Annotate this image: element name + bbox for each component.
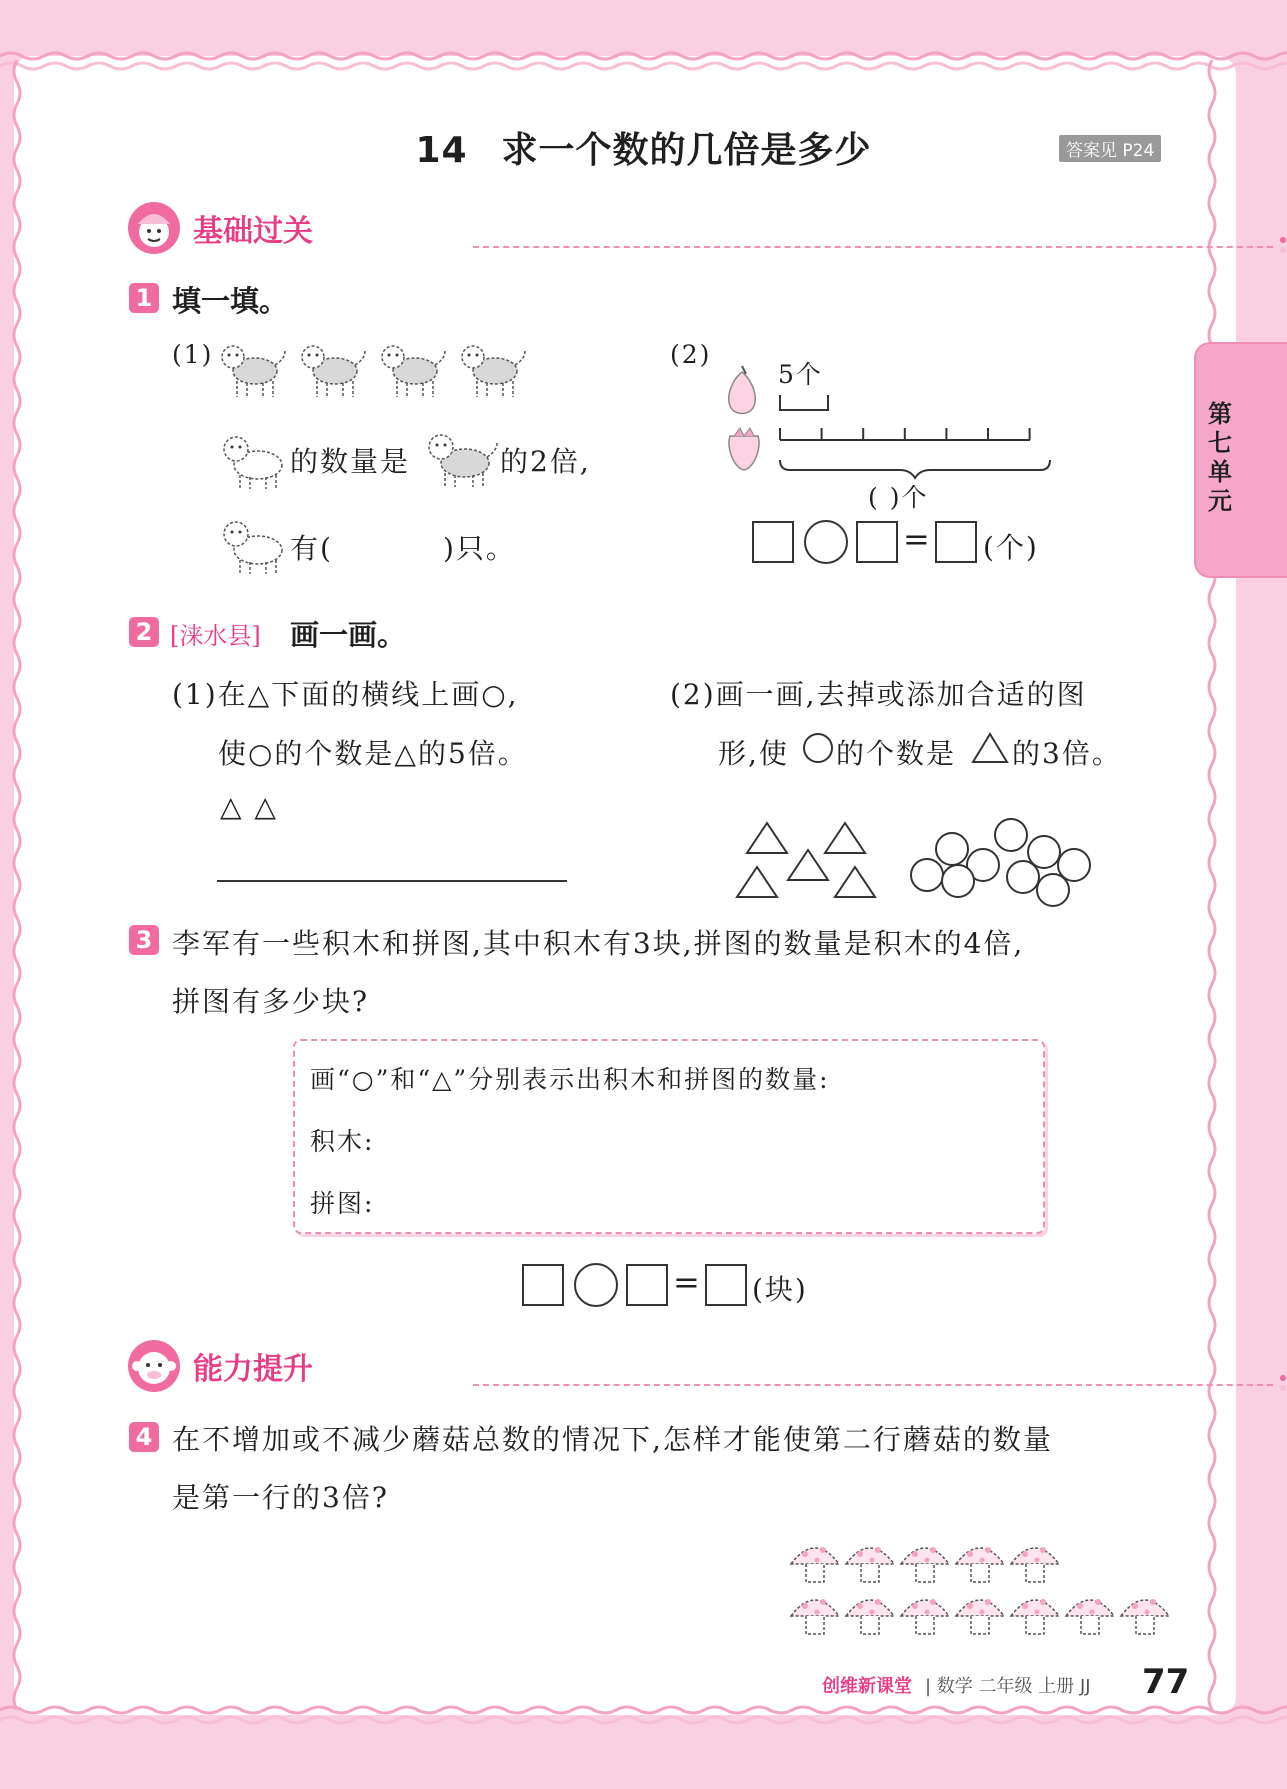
husky-dog-3 [382,346,445,397]
long-bar-segments [780,428,1030,440]
q3-box-line1: 画“○”和“△”分别表示出积木和拼图的数量: [310,1065,830,1094]
mushroom-4 [956,1547,1004,1582]
q3-box-line3: 拼图: [310,1189,375,1218]
q1-part1-text-d: )只。 [443,532,516,565]
question-number-1: 1 [129,283,159,313]
section-header-advanced [128,1338,1168,1394]
operator-circle-1[interactable] [804,520,848,564]
question-1-title: 填一填。 [172,284,289,318]
drawing-answer-line[interactable] [217,880,567,882]
q3-line1: 李军有一些积木和拼图,其中积木有3块,拼图的数量是积木的4倍, [172,927,1025,960]
right-wave-border [1197,60,1227,1710]
q2-part1-line2: 使○的个数是△的5倍。 [218,737,528,770]
mushroom-3 [901,1547,949,1582]
answer-reference-tag: 答案见 P24 [1059,135,1161,162]
section-header-basic [128,200,1168,256]
question-number-4: 4 [129,1422,159,1452]
q1-part1-text-b: 的2倍, [500,445,591,478]
husky-dog-1 [222,346,285,397]
q1-part2-unit: (个) [983,531,1039,564]
question-number-3: 3 [129,925,159,955]
q1-part2-top-label: 5个 [778,360,823,389]
husky-dog-4 [462,346,525,397]
unit-side-tab-label: 第七单元 [1208,400,1232,515]
mushroom-11 [1066,1599,1114,1634]
answer-box-2[interactable] [856,521,898,563]
q2-part2-line1: (2)画一画,去掉或添加合适的图 [670,678,1087,711]
white-dog-icon [218,425,288,491]
left-wave-border [2,60,32,1710]
white-dog-icon-2 [218,510,288,576]
answer-box-6[interactable] [705,1264,747,1306]
mushroom-7 [846,1599,894,1634]
question-2-title: 画一画。 [290,618,407,652]
pear-icon [722,362,762,418]
mushroom-12 [1121,1599,1169,1634]
footer-brand: 创维新课堂 [822,1676,912,1697]
mushroom-5 [1011,1547,1059,1582]
q2-part2-line2-b: 的个数是 [836,737,957,770]
husky-dog-icon [423,425,499,491]
section-divider [473,246,1273,248]
q2-part1-triangles: △ △ [220,790,278,823]
circles-group-illustration[interactable] [908,815,1098,910]
mushroom-8 [901,1599,949,1634]
girl-avatar-icon [128,202,180,254]
mushroom-10 [1011,1599,1059,1634]
q1-part1-text-c: 有( [290,532,333,565]
answer-box-1[interactable] [752,521,794,563]
q1-part1-label: (1) [172,340,214,369]
section-divider [473,1384,1273,1386]
dots-decoration-icon [1275,234,1287,256]
footer-book-info: | 数学 二年级 上册 JJ [925,1676,1091,1697]
q2-part2-line2-c: 的3倍。 [1012,737,1122,770]
operator-circle-2[interactable] [574,1263,618,1307]
question-number-2: 2 [129,617,159,647]
q3-unit: (块) [752,1273,808,1306]
q2-part1-line1: (1)在△下面的横线上画○, [172,678,519,711]
mushroom-1 [791,1547,839,1582]
lesson-number: 14 [415,130,468,171]
q1-part2-paren-label: ( )个 [868,483,929,512]
monkey-avatar-icon [128,1340,180,1392]
husky-dog-2 [302,346,365,397]
page-number: 77 [1142,1662,1190,1702]
bar-model-diagram [775,390,1055,490]
section-title: 能力提升 [193,1352,313,1387]
lesson-title: 求一个数的几倍是多少 [501,130,872,171]
bottom-wave-border [0,1696,1287,1736]
dots-decoration-icon [1275,1372,1287,1394]
answer-box-4[interactable] [522,1264,564,1306]
answer-box-3[interactable] [935,521,977,563]
equals-sign-1: = [903,520,930,558]
answer-box-5[interactable] [626,1264,668,1306]
q3-line2: 拼图有多少块? [172,985,370,1018]
q1-part1-text-a: 的数量是 [290,445,411,478]
mushrooms-illustration[interactable] [785,1530,1175,1645]
mushroom-6 [791,1599,839,1634]
triangles-group-illustration[interactable] [735,815,885,905]
mushroom-9 [956,1599,1004,1634]
q1-part2-label: (2) [670,340,712,369]
q4-line1: 在不增加或不减少蘑菇总数的情况下,怎样才能使第二行蘑菇的数量 [172,1423,1053,1456]
equals-sign-2: = [673,1263,700,1301]
husky-dogs-row-illustration [215,335,535,405]
triangle-shape-icon [970,731,1010,765]
q2-part2-line2-a: 形,使 [718,737,789,770]
section-title: 基础过关 [193,214,313,249]
top-wave-border [0,42,1287,82]
circle-shape-icon [802,731,834,765]
question-2-source-tag: [涞水县] [170,622,261,650]
strawberry-icon [722,424,766,474]
mushroom-2 [846,1547,894,1582]
q4-line2: 是第一行的3倍? [172,1481,389,1514]
q3-box-line2: 积木: [310,1127,375,1156]
